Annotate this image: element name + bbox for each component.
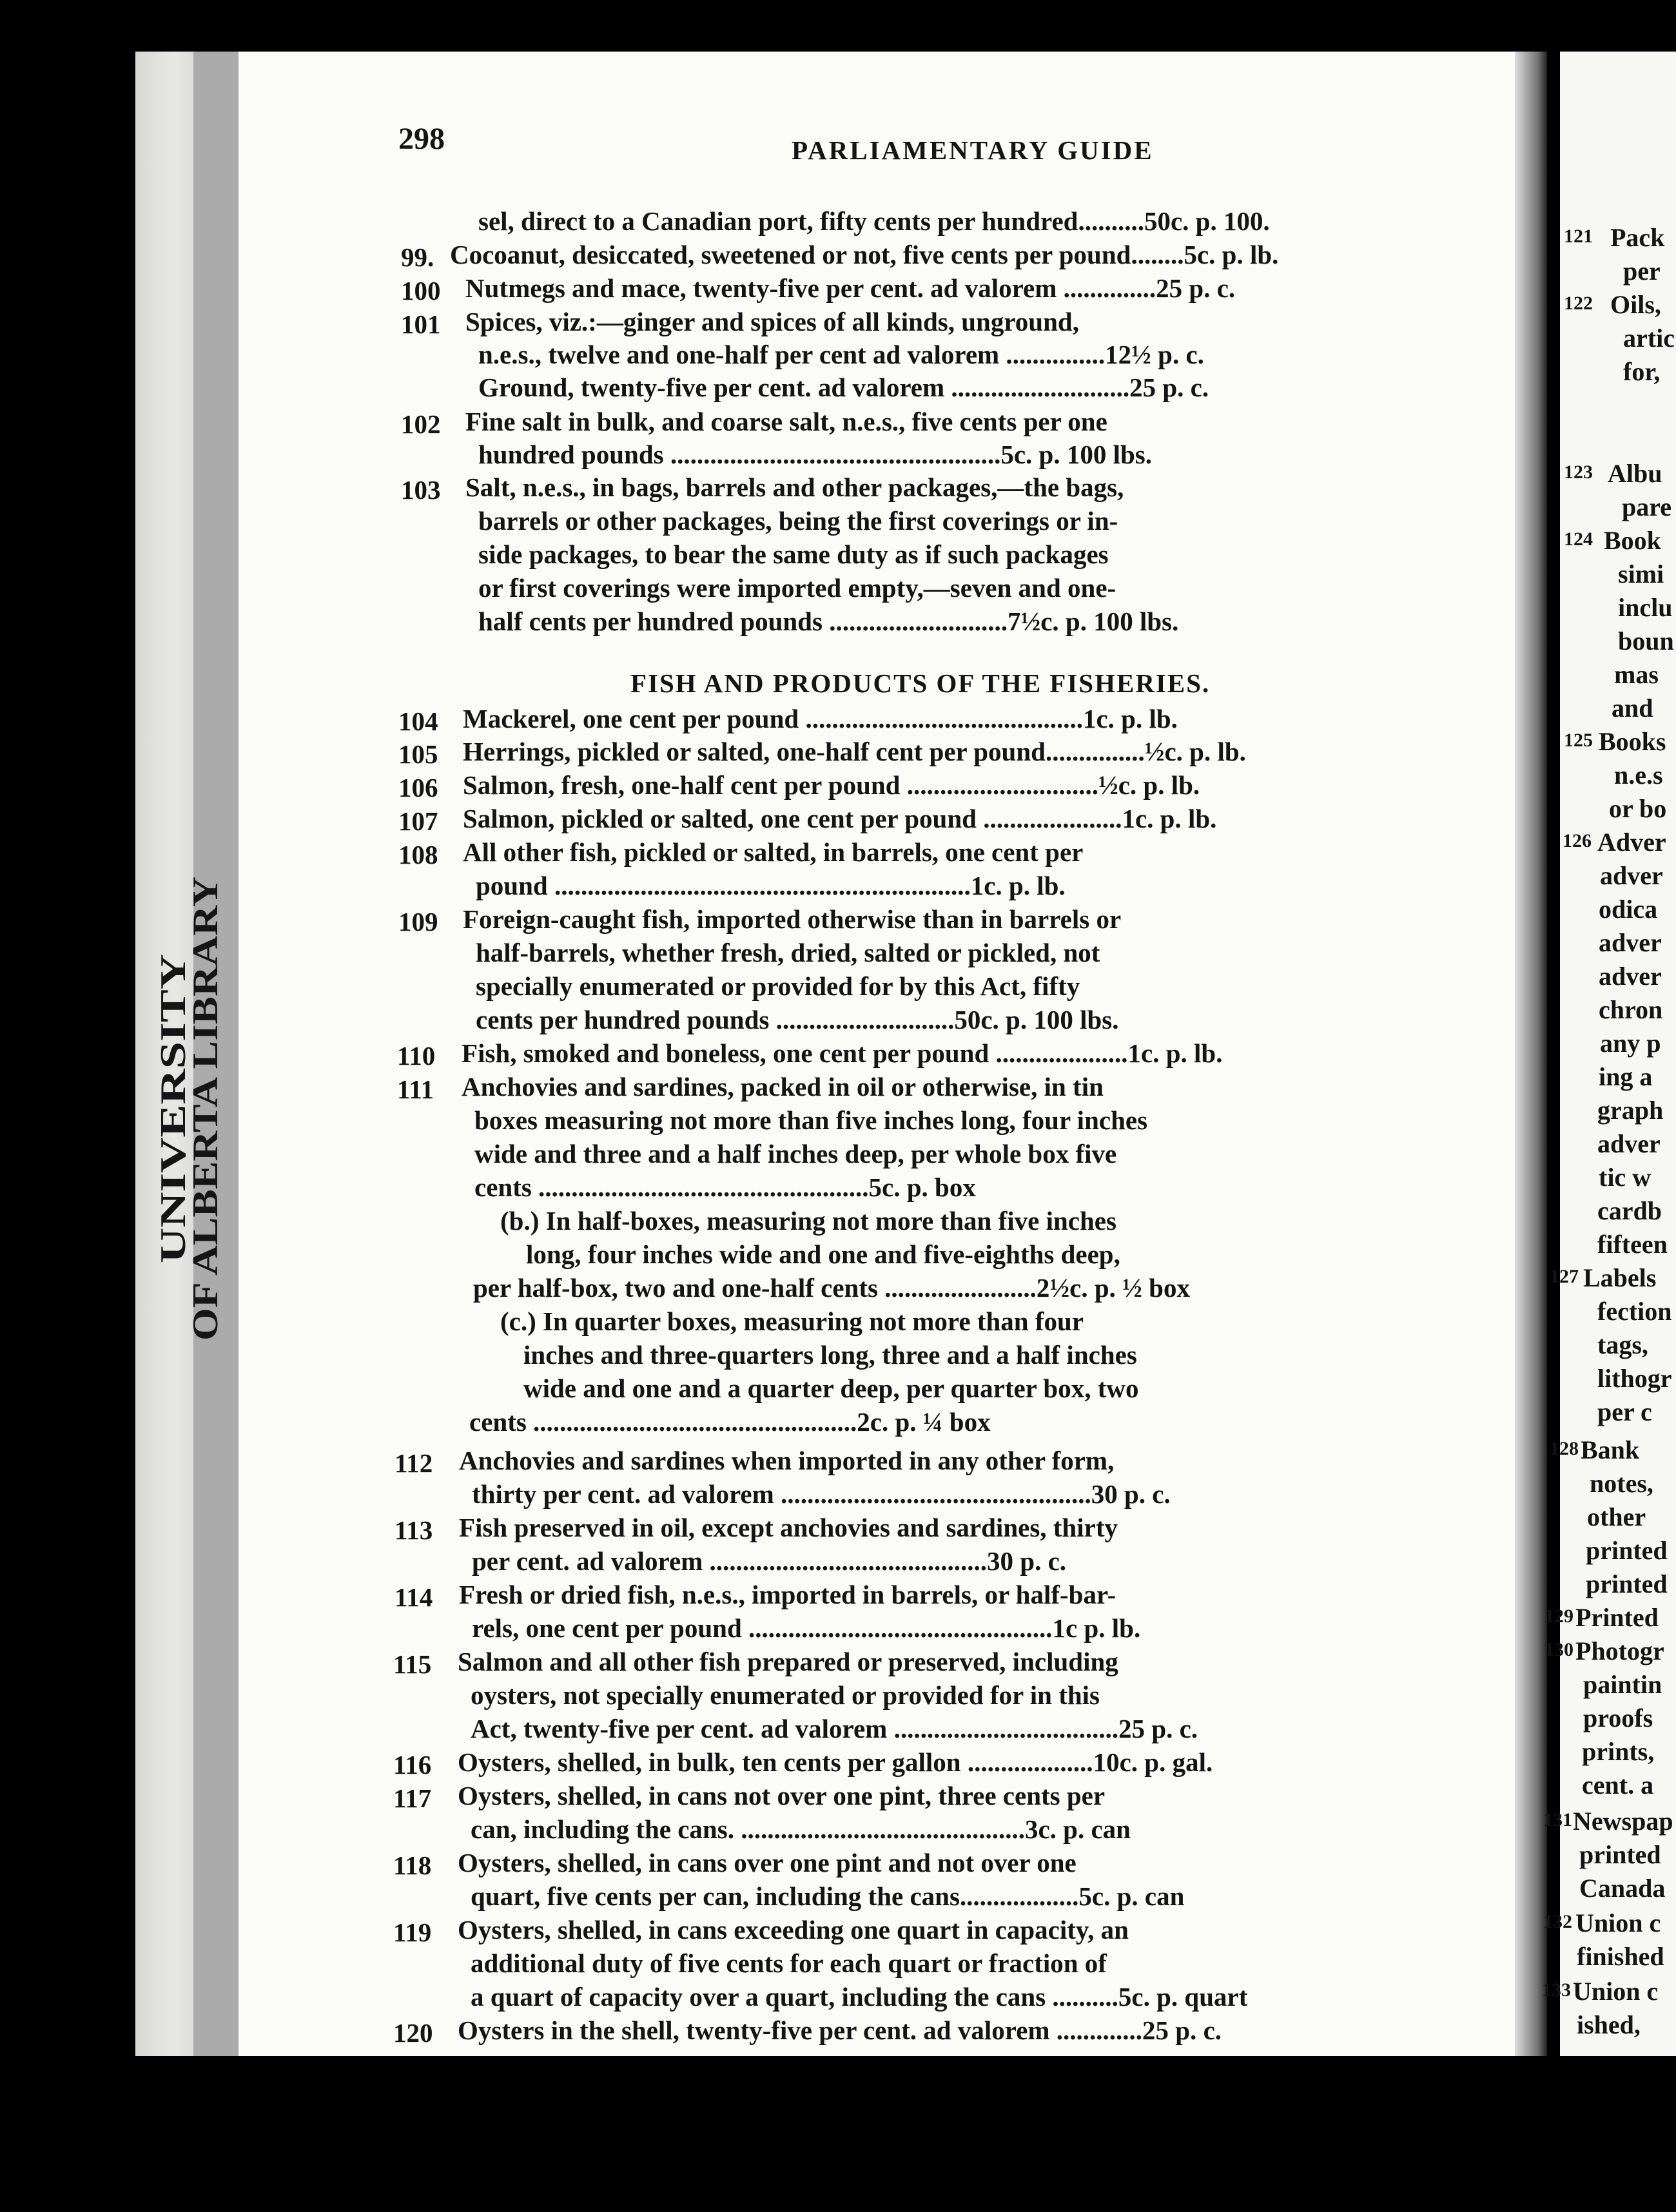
item-number: 115 xyxy=(393,1649,432,1679)
text-line: barrels or other packages, being the first coverings or in- xyxy=(478,506,1118,536)
stamp-line-1: UNIVERSITY xyxy=(153,1036,193,1263)
text-line: inches and three-quarters long, three and a half inches xyxy=(523,1340,1137,1370)
text-line: Herrings, pickled or salted, one-half cent per pound...............½c. p. lb. xyxy=(463,737,1246,766)
item-number: 113 xyxy=(395,1515,433,1545)
text-line: cents .................................................2c. p. ¼ box xyxy=(469,1407,991,1437)
right-text: fection xyxy=(1597,1297,1672,1326)
text-line: Oysters in the shell, twenty-five per cent. ad valorem .............25 p. c. xyxy=(458,2015,1222,2045)
right-item-number: 121 xyxy=(1564,226,1593,247)
text-line: Oysters, shelled, in cans exceeding one quart in capacity, an xyxy=(458,1915,1129,1945)
right-text: graph xyxy=(1597,1096,1664,1125)
stamp-line-2: OF ALBERTA LIBRARY xyxy=(186,942,226,1341)
right-item-number: 127 xyxy=(1550,1266,1579,1287)
text-line: oysters, not specially enumerated or provided for in this xyxy=(471,1680,1100,1710)
right-text: prints, xyxy=(1582,1737,1655,1766)
item-number: 105 xyxy=(398,739,438,769)
text-line: Anchovies and sardines when imported in any other form, xyxy=(459,1446,1115,1475)
right-text: adver xyxy=(1599,962,1662,991)
right-text: Union c xyxy=(1575,1908,1661,1937)
right-text: finished xyxy=(1577,1942,1664,1971)
right-text: paintin xyxy=(1583,1670,1662,1699)
text-line: Fine salt in bulk, and coarse salt, n.e.s., five cents per one xyxy=(465,407,1107,436)
text-line: quart, five cents per can, including the cans..................5c. p. can xyxy=(471,1881,1185,1911)
right-text: cardb xyxy=(1597,1196,1662,1225)
right-text: cent. a xyxy=(1582,1771,1654,1800)
right-text: and xyxy=(1612,694,1653,723)
right-item-number: 125 xyxy=(1564,730,1593,751)
section-heading: FISH AND PRODUCTS OF THE FISHERIES. xyxy=(630,668,1211,698)
text-line: specially enumerated or provided for by this Act, fifty xyxy=(476,971,1080,1001)
text-line: Foreign-caught fish, imported otherwise than in barrels or xyxy=(463,904,1122,934)
text-line: Oysters, shelled, in cans not over one pint, three cents per xyxy=(458,1781,1106,1810)
right-item-number: 129 xyxy=(1544,1606,1574,1627)
item-number: 116 xyxy=(393,1750,432,1780)
right-item-number: 128 xyxy=(1550,1438,1579,1459)
right-text: Albu xyxy=(1608,459,1662,488)
text-line: Nutmegs and mace, twenty-five per cent. ad valorem ..............25 p. c. xyxy=(465,273,1236,303)
right-text: notes, xyxy=(1590,1469,1653,1498)
right-text: adver xyxy=(1599,928,1662,957)
text-line: Anchovies and sardines, packed in oil or otherwise, in tin xyxy=(462,1072,1104,1101)
right-text: pare xyxy=(1622,492,1672,521)
right-text: Printed xyxy=(1575,1603,1659,1632)
item-number: 107 xyxy=(398,806,438,836)
right-text: artic xyxy=(1623,324,1675,353)
right-text: printed xyxy=(1586,1536,1668,1565)
item-number: 101 xyxy=(401,309,441,339)
text-line: Fish preserved in oil, except anchovies and sardines, thirty xyxy=(459,1513,1118,1542)
item-number: 118 xyxy=(393,1850,432,1880)
text-line: a quart of capacity over a quart, including the cans ..........5c. p. quart xyxy=(471,1982,1248,2012)
text-line: Cocoanut, desiccated, sweetened or not, five cents per pound........5c. p. lb. xyxy=(450,240,1279,269)
right-text: boun xyxy=(1618,626,1674,655)
text-line: hundred pounds ..................................................5c. p. 100 lbs. xyxy=(478,440,1152,469)
running-header: PARLIAMENTARY GUIDE xyxy=(792,135,1154,165)
text-line: half-barrels, whether fresh, dried, salted or pickled, not xyxy=(476,938,1100,967)
item-number: 119 xyxy=(393,1917,432,1947)
text-line: sel, direct to a Canadian port, fifty cents per hundred..........50c. p. 100. xyxy=(478,206,1270,236)
text-line: additional duty of five cents for each quart or fraction of xyxy=(471,1948,1107,1978)
right-text: Adver xyxy=(1597,828,1666,857)
text-line: thirty per cent. ad valorem ...............................................30 p. c. xyxy=(472,1479,1171,1509)
text-line: All other fish, pickled or salted, in barrels, one cent per xyxy=(463,837,1084,867)
right-text: Photogr xyxy=(1575,1636,1664,1665)
text-line: Spices, viz.:—ginger and spices of all kinds, unground, xyxy=(465,307,1079,336)
text-line: half cents per hundred pounds ...........................7½c. p. 100 lbs. xyxy=(478,606,1179,636)
right-text: Labels xyxy=(1583,1263,1657,1292)
right-text: Pack xyxy=(1610,223,1665,252)
text-line: wide and one and a quarter deep, per quarter box, two xyxy=(523,1373,1139,1403)
right-text: printed xyxy=(1579,1840,1661,1869)
right-text: Books xyxy=(1599,727,1666,756)
right-text: printed xyxy=(1586,1569,1668,1598)
item-number: 100 xyxy=(401,276,441,306)
right-text: adver xyxy=(1600,861,1663,890)
text-line: (b.) In half-boxes, measuring not more than five inches xyxy=(500,1206,1116,1236)
right-item-number: 123 xyxy=(1564,461,1593,483)
item-number: 106 xyxy=(398,773,438,802)
right-text: ing a xyxy=(1599,1062,1653,1091)
text-line: boxes measuring not more than five inches long, four inches xyxy=(474,1105,1148,1135)
text-line: per half-box, two and one-half cents .......................2½c. p. ½ box xyxy=(473,1273,1190,1303)
text-line: rels, one cent per pound ..............................................1c p. lb. xyxy=(472,1613,1141,1643)
right-text: Canada xyxy=(1579,1874,1666,1903)
text-line: cents ..................................................5c. p. box xyxy=(474,1172,976,1202)
right-text: chron xyxy=(1599,995,1663,1024)
text-line: long, four inches wide and one and five-eighths deep, xyxy=(526,1239,1120,1269)
right-text: proofs xyxy=(1583,1703,1653,1732)
right-text: Book xyxy=(1604,526,1661,555)
right-text: tags, xyxy=(1597,1330,1648,1359)
right-text: tic w xyxy=(1599,1163,1652,1192)
text-line: (c.) In quarter boxes, measuring not more than four xyxy=(500,1306,1084,1336)
right-text: or bo xyxy=(1609,794,1667,823)
right-text: per xyxy=(1623,257,1661,286)
right-item-number: 126 xyxy=(1563,830,1592,851)
right-item-number: 124 xyxy=(1564,529,1593,550)
text-line: wide and three and a half inches deep, per whole box five xyxy=(474,1139,1117,1169)
right-text: adver xyxy=(1597,1129,1661,1158)
text-line: Oysters, shelled, in bulk, ten cents per gallon ...................10c. p. gal. xyxy=(458,1747,1213,1777)
item-number: 112 xyxy=(395,1448,433,1478)
text-line: Act, twenty-five per cent. ad valorem ..................................25 p. c. xyxy=(471,1714,1198,1743)
right-text: Newspap xyxy=(1573,1807,1673,1836)
right-text: other xyxy=(1587,1502,1646,1531)
right-text: per c xyxy=(1597,1397,1652,1426)
right-text: fifteen xyxy=(1597,1230,1668,1259)
right-text: any p xyxy=(1600,1029,1661,1058)
item-number: 102 xyxy=(401,409,441,439)
text-line: Salmon, fresh, one-half cent per pound .............................½c. p. lb. xyxy=(463,770,1200,800)
text-line: Oysters, shelled, in cans over one pint and not over one xyxy=(458,1848,1077,1877)
right-text: odica xyxy=(1599,895,1658,924)
item-number: 111 xyxy=(397,1074,434,1104)
right-item-number: 132 xyxy=(1543,1911,1572,1932)
text-line: or first coverings were imported empty,—seven and one- xyxy=(478,573,1116,603)
text-line: side packages, to bear the same duty as if such packages xyxy=(478,539,1109,569)
item-number: 117 xyxy=(393,1783,432,1813)
text-line: Ground, twenty-five per cent. ad valorem ...........................25 p. c. xyxy=(478,373,1209,402)
right-text: simi xyxy=(1618,559,1664,588)
text-line: Fish, smoked and boneless, one cent per pound ....................1c. p. lb. xyxy=(462,1038,1223,1068)
right-item-number: 130 xyxy=(1544,1639,1574,1660)
library-stamp xyxy=(153,877,226,1366)
text-line: Salt, n.e.s., in bags, barrels and other packages,—the bags, xyxy=(465,472,1124,502)
text-line: cents per hundred pounds ...........................50c. p. 100 lbs. xyxy=(476,1005,1119,1034)
right-item-number: 131 xyxy=(1543,1809,1572,1830)
item-number: 114 xyxy=(395,1582,433,1612)
text-line: Salmon and all other fish prepared or preserved, including xyxy=(458,1647,1118,1676)
right-text: mas xyxy=(1614,660,1659,689)
spine-shadow xyxy=(1515,52,1547,2056)
item-number: 108 xyxy=(398,840,438,869)
text-line: can, including the cans. ...........................................3c. p. can xyxy=(471,1814,1131,1844)
text-line: Mackerel, one cent per pound ..........................................1c. p. lb. xyxy=(463,704,1178,733)
right-text: ished, xyxy=(1577,2010,1641,2039)
text-line: Salmon, pickled or salted, one cent per pound .....................1c. p. lb. xyxy=(463,804,1217,833)
item-number: 99. xyxy=(401,242,434,272)
right-text: Bank xyxy=(1581,1435,1640,1464)
item-number: 110 xyxy=(397,1041,436,1071)
text-line: pound ...............................................................1c. p. lb. xyxy=(476,871,1066,900)
item-number: 120 xyxy=(393,2018,433,2048)
right-item-number: 133 xyxy=(1542,1979,1571,2001)
right-text: Union c xyxy=(1573,1977,1659,2006)
right-text: inclu xyxy=(1618,593,1673,622)
right-text: n.e.s xyxy=(1614,761,1663,790)
item-number: 109 xyxy=(398,907,438,936)
item-number: 104 xyxy=(398,706,438,736)
text-line: Fresh or dried fish, n.e.s., imported in barrels, or half-bar- xyxy=(459,1580,1116,1609)
text-line: per cent. ad valorem ..........................................30 p. c. xyxy=(472,1546,1067,1576)
right-text: for, xyxy=(1623,357,1661,386)
right-text: lithogr xyxy=(1597,1364,1672,1393)
page-number: 298 xyxy=(398,122,445,156)
right-item-number: 122 xyxy=(1564,293,1593,314)
item-number: 103 xyxy=(401,475,441,505)
text-line: n.e.s., twelve and one-half per cent ad valorem ...............12½ p. c. xyxy=(478,340,1204,369)
right-text: Oils, xyxy=(1610,290,1661,319)
